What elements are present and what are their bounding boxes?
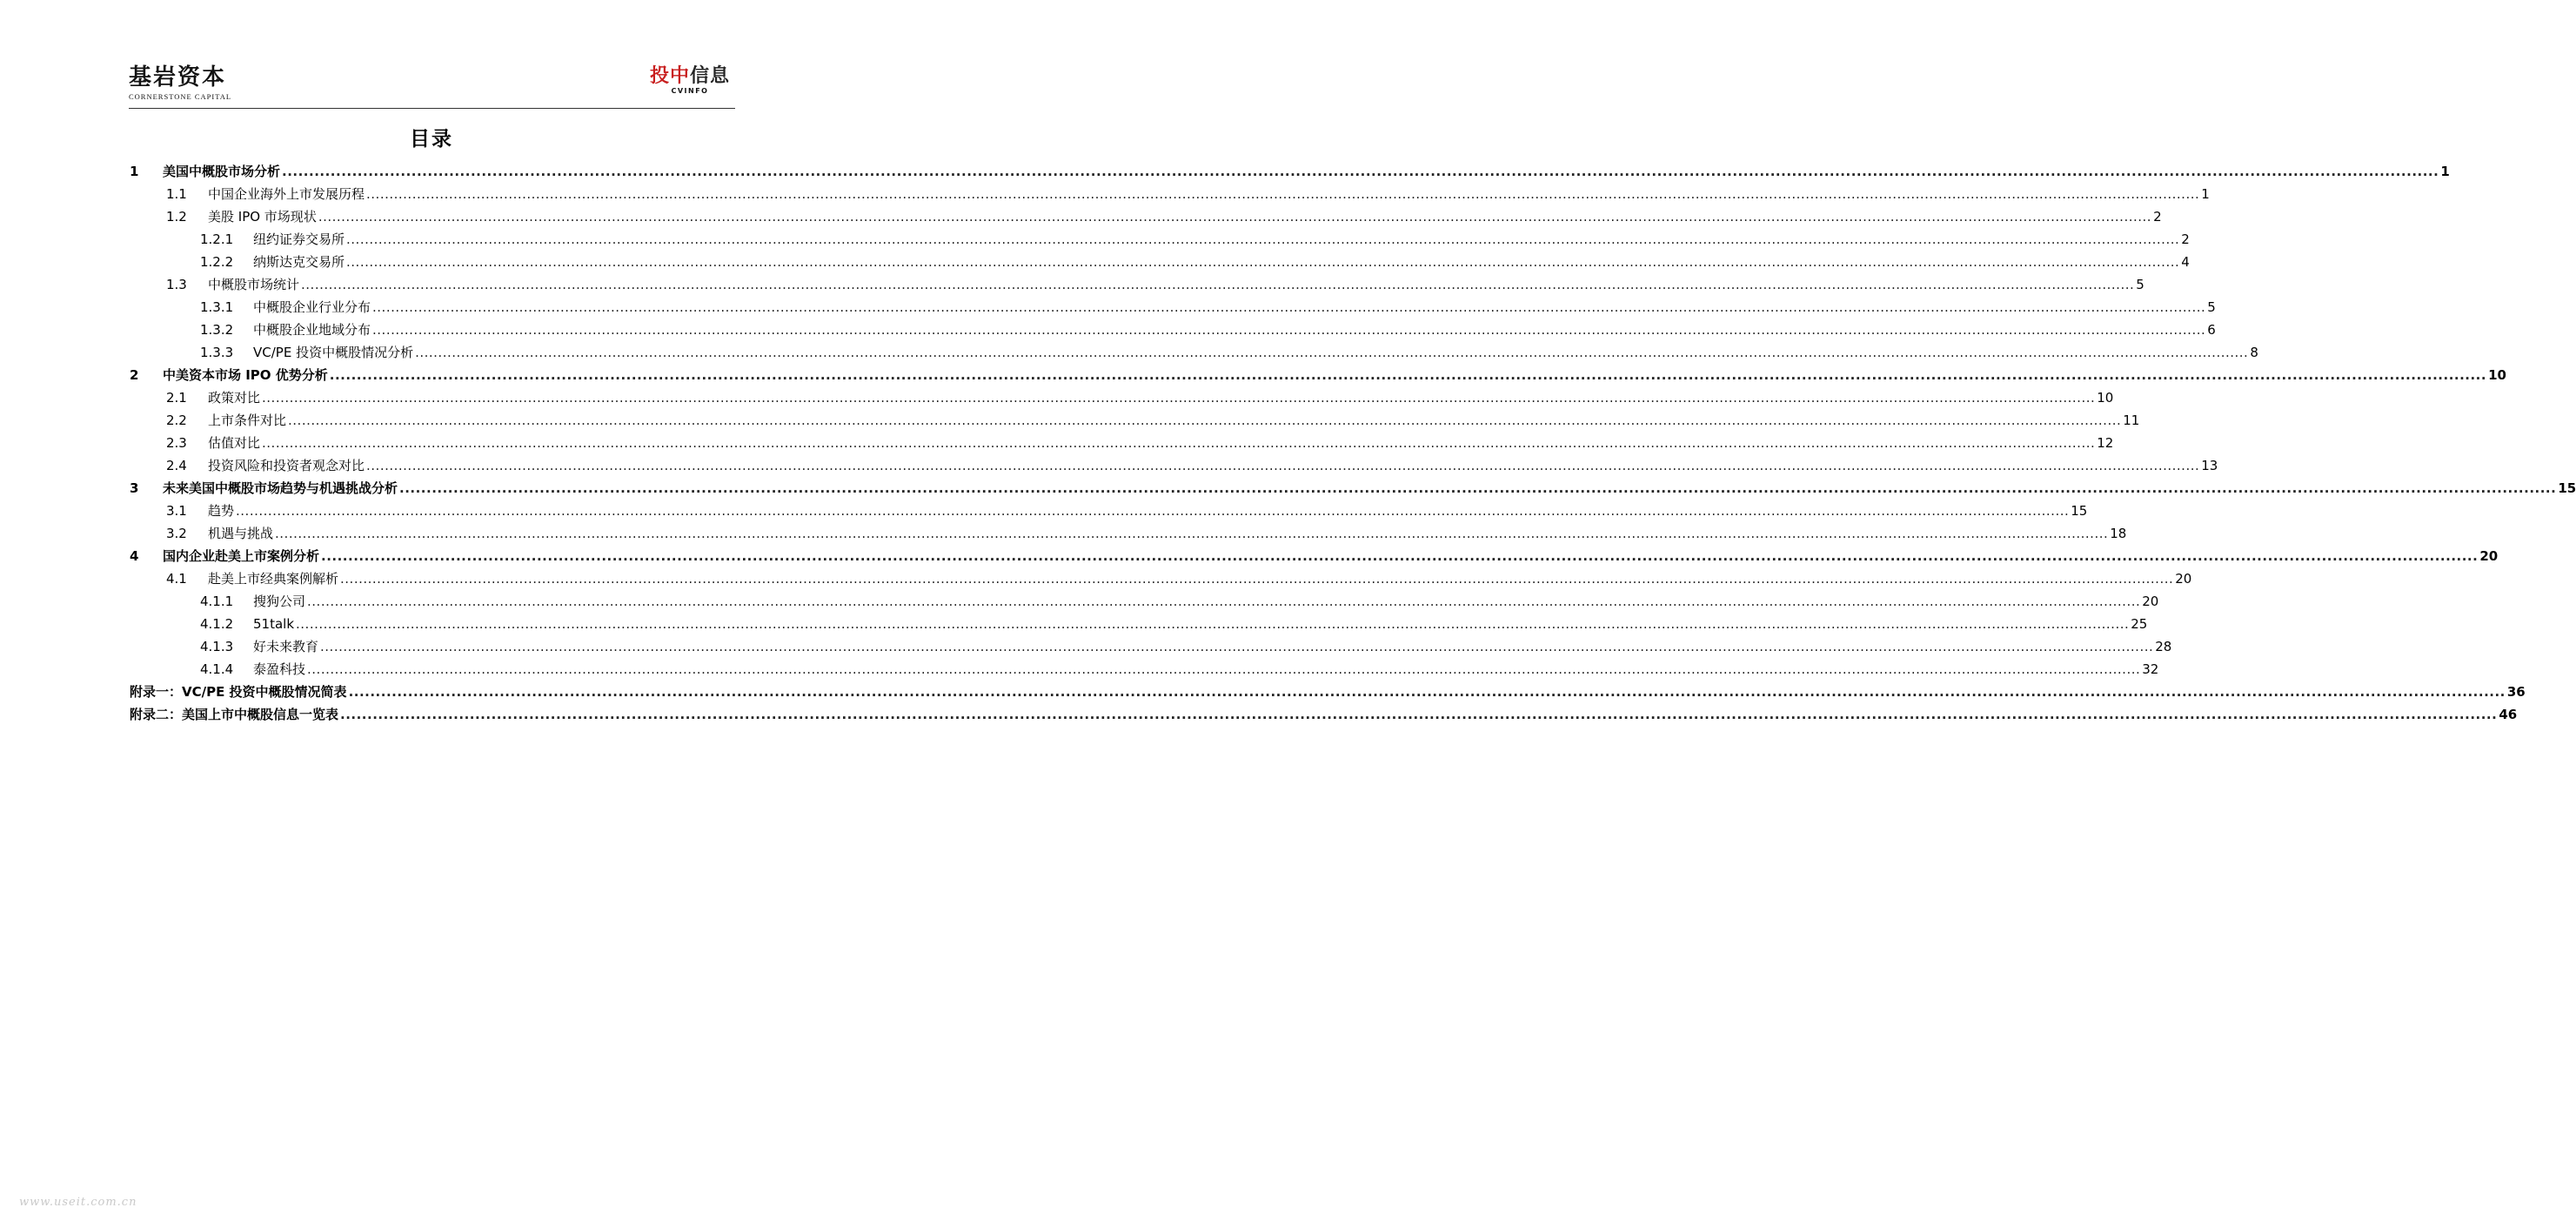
toc-entry-page: 28: [2155, 639, 2172, 654]
toc-entry[interactable]: [130, 678, 2526, 701]
toc-dot-leader: ................................................................................................................................................................................................................................................................................................................................................................................................................: [296, 616, 2130, 632]
toc-entry[interactable]: [130, 429, 2114, 452]
watermark: www.useit.com.cn: [19, 1196, 137, 1209]
toc-dot-leader: ................................................................................................................................................................................................................................................................................................................................................................................................................: [348, 684, 2506, 700]
toc-entry-page: 1: [2440, 164, 2450, 179]
toc-entry-label: 美股 IPO 市场现状: [208, 209, 317, 225]
toc-entry-label: 赴美上市经典案例解析: [208, 571, 339, 587]
toc-entry-label: 泰盈科技: [253, 661, 306, 677]
toc-entry-label: 中概股企业地域分布: [253, 322, 371, 338]
toc-entry[interactable]: [130, 339, 2258, 361]
toc-entry-page: 4: [2181, 254, 2190, 270]
toc-entry-label: 未来美国中概股市场趋势与机遇挑战分析: [163, 480, 398, 496]
toc-entry-number: 1.3.2: [200, 322, 234, 338]
toc-entry[interactable]: [130, 406, 2140, 429]
toc-entry-label: 好未来教育: [253, 639, 319, 654]
toc-entry[interactable]: [130, 520, 2127, 542]
toc-dot-leader: ................................................................................................................................................................................................................................................................................................................................................................................................................: [372, 322, 2206, 338]
toc-entry[interactable]: [130, 384, 2114, 406]
toc-entry-label: 投资风险和投资者观念对比: [208, 458, 365, 473]
toc-entry[interactable]: [130, 542, 2499, 565]
toc-entry[interactable]: [130, 158, 2450, 180]
toc-entry[interactable]: [130, 361, 2506, 384]
toc-entry-page: 18: [2110, 526, 2127, 541]
toc-entry-number: 4.1.3: [200, 639, 234, 654]
toc-dot-leader: ................................................................................................................................................................................................................................................................................................................................................................................................................: [275, 526, 2109, 541]
toc-entry-label: 估值对比: [208, 435, 261, 451]
cornerstone-capital-logo: [129, 64, 231, 101]
toc-dot-leader: ................................................................................................................................................................................................................................................................................................................................................................................................................: [262, 435, 2096, 451]
left-brand-en: CORNERSTONE CAPITAL: [129, 92, 232, 101]
toc-entry[interactable]: [130, 225, 2190, 248]
toc-entry-page: 5: [2136, 277, 2144, 292]
toc-entry-page: 46: [2499, 707, 2518, 722]
toc-dot-leader: ................................................................................................................................................................................................................................................................................................................................................................................................................: [320, 639, 2154, 654]
toc-dot-leader: ................................................................................................................................................................................................................................................................................................................................................................................................................: [321, 548, 2479, 564]
cvinfo-logo: [650, 64, 730, 95]
toc-entry-label: 搜狗公司: [253, 594, 306, 609]
toc-dot-leader: ................................................................................................................................................................................................................................................................................................................................................................................................................: [399, 480, 2557, 496]
toc-entry-number: 1.2.1: [200, 231, 234, 247]
toc-entry-label: 美国中概股市场分析: [163, 164, 281, 179]
toc-dot-leader: ................................................................................................................................................................................................................................................................................................................................................................................................................: [340, 707, 2498, 722]
toc-entry-page: 1: [2201, 186, 2210, 202]
toc-entry-label: VC/PE 投资中概股情况分析: [253, 345, 414, 360]
right-brand-en: CVINFO: [671, 87, 709, 95]
toc-title: 目录: [410, 128, 453, 151]
toc-entry-page: 10: [2097, 390, 2114, 406]
right-brand-cn: [650, 64, 730, 89]
toc-entry-page: 5: [2207, 299, 2216, 315]
toc-dot-leader: ................................................................................................................................................................................................................................................................................................................................................................................................................: [346, 254, 2180, 270]
toc-entry-page: 15: [2558, 480, 2576, 496]
toc-entry-page: 20: [2175, 571, 2192, 587]
header-divider: [129, 108, 735, 109]
toc-entry-label: 中国企业海外上市发展历程: [208, 186, 365, 202]
toc-entry-page: 32: [2142, 661, 2159, 677]
toc-entry-number: 1.1: [166, 186, 187, 202]
toc-entry-number: 1.2: [166, 209, 187, 225]
toc-entry-number: 1.2.2: [200, 254, 234, 270]
toc-entry-label: 国内企业赴美上市案例分析: [163, 548, 320, 564]
toc-dot-leader: ................................................................................................................................................................................................................................................................................................................................................................................................................: [366, 186, 2200, 202]
toc-entry-label: 51talk: [253, 616, 295, 632]
toc-entry-number: 4.1.2: [200, 616, 234, 632]
toc-entry-number: 3: [130, 480, 139, 496]
toc-dot-leader: ................................................................................................................................................................................................................................................................................................................................................................................................................: [329, 367, 2487, 383]
toc-entry[interactable]: [130, 587, 2159, 610]
toc-entry-page: 20: [2142, 594, 2159, 609]
toc-entry-page: 2: [2153, 209, 2162, 225]
toc-dot-leader: ................................................................................................................................................................................................................................................................................................................................................................................................................: [262, 390, 2096, 406]
table-of-contents: [130, 158, 2576, 723]
toc-entry-label: 中概股企业行业分布: [253, 299, 371, 315]
toc-entry-label: 附录一：VC/PE 投资中概股情况简表: [130, 684, 347, 700]
toc-entry-label: 附录二：美国上市中概股信息一览表: [130, 707, 339, 722]
toc-entry-label: 政策对比: [208, 390, 261, 406]
toc-entry[interactable]: [130, 203, 2162, 225]
toc-dot-leader: ................................................................................................................................................................................................................................................................................................................................................................................................................: [307, 594, 2141, 609]
toc-entry-label: 上市条件对比: [208, 413, 287, 428]
toc-entry-number: 4.1.1: [200, 594, 234, 609]
toc-entry-number: 1.3.3: [200, 345, 234, 360]
page-header: [129, 61, 735, 108]
toc-entry[interactable]: [130, 271, 2144, 293]
toc-entry[interactable]: [130, 610, 2148, 633]
toc-entry-number: 4.1.4: [200, 661, 234, 677]
toc-entry-number: 2.2: [166, 413, 187, 428]
right-brand-cn-dark: 信息: [689, 65, 730, 87]
toc-dot-leader: ................................................................................................................................................................................................................................................................................................................................................................................................................: [288, 413, 2122, 428]
toc-dot-leader: ................................................................................................................................................................................................................................................................................................................................................................................................................: [301, 277, 2135, 292]
toc-entry-number: 3.1: [166, 503, 187, 519]
toc-entry[interactable]: [130, 248, 2190, 271]
toc-dot-leader: ................................................................................................................................................................................................................................................................................................................................................................................................................: [307, 661, 2141, 677]
toc-entry-page: 6: [2207, 322, 2216, 338]
toc-entry-page: 2: [2181, 231, 2190, 247]
toc-dot-leader: ................................................................................................................................................................................................................................................................................................................................................................................................................: [366, 458, 2200, 473]
toc-entry-number: 2: [130, 367, 139, 383]
toc-entry-label: 机遇与挑战: [208, 526, 274, 541]
toc-entry[interactable]: [130, 701, 2518, 723]
toc-entry-number: 2.4: [166, 458, 187, 473]
toc-entry-number: 2.3: [166, 435, 187, 451]
toc-entry[interactable]: [130, 180, 2210, 203]
toc-entry-number: 3.2: [166, 526, 187, 541]
toc-dot-leader: ................................................................................................................................................................................................................................................................................................................................................................................................................: [236, 503, 2070, 519]
toc-dot-leader: ................................................................................................................................................................................................................................................................................................................................................................................................................: [340, 571, 2174, 587]
toc-entry-page: 12: [2097, 435, 2114, 451]
toc-entry[interactable]: [130, 474, 2576, 497]
toc-entry-number: 1.3: [166, 277, 187, 292]
left-brand-cn: 基岩资本: [129, 64, 227, 91]
toc-entry-page: 8: [2250, 345, 2258, 360]
toc-entry-label: 趋势: [208, 503, 235, 519]
toc-entry[interactable]: [130, 655, 2159, 678]
toc-entry-number: 1: [130, 164, 139, 179]
toc-entry-number: 1.3.1: [200, 299, 234, 315]
toc-dot-leader: ................................................................................................................................................................................................................................................................................................................................................................................................................: [415, 345, 2249, 360]
toc-dot-leader: ................................................................................................................................................................................................................................................................................................................................................................................................................: [372, 299, 2206, 315]
toc-entry-label: 中概股市场统计: [208, 277, 300, 292]
toc-dot-leader: ................................................................................................................................................................................................................................................................................................................................................................................................................: [282, 164, 2439, 179]
toc-entry-number: 4.1: [166, 571, 187, 587]
toc-entry-number: 4: [130, 548, 139, 564]
toc-entry[interactable]: [130, 565, 2192, 587]
toc-entry-page: 36: [2506, 684, 2526, 700]
toc-entry-page: 13: [2201, 458, 2218, 473]
toc-entry[interactable]: [130, 316, 2216, 339]
toc-dot-leader: ................................................................................................................................................................................................................................................................................................................................................................................................................: [346, 231, 2180, 247]
toc-dot-leader: ................................................................................................................................................................................................................................................................................................................................................................................................................: [318, 209, 2152, 225]
toc-entry[interactable]: [130, 497, 2088, 520]
toc-entry-page: 15: [2071, 503, 2088, 519]
right-brand-cn-red: 投中: [649, 65, 690, 87]
toc-entry-number: 2.1: [166, 390, 187, 406]
toc-entry-page: 20: [2479, 548, 2499, 564]
toc-entry[interactable]: [130, 452, 2218, 474]
toc-entry[interactable]: [130, 633, 2172, 655]
toc-entry-page: 10: [2488, 367, 2506, 383]
toc-entry-label: 纳斯达克交易所: [253, 254, 345, 270]
toc-entry-label: 纽约证券交易所: [253, 231, 345, 247]
toc-entry-page: 11: [2123, 413, 2140, 428]
toc-entry-label: 中美资本市场 IPO 优势分析: [163, 367, 328, 383]
toc-entry-page: 25: [2131, 616, 2148, 632]
toc-entry[interactable]: [130, 293, 2216, 316]
